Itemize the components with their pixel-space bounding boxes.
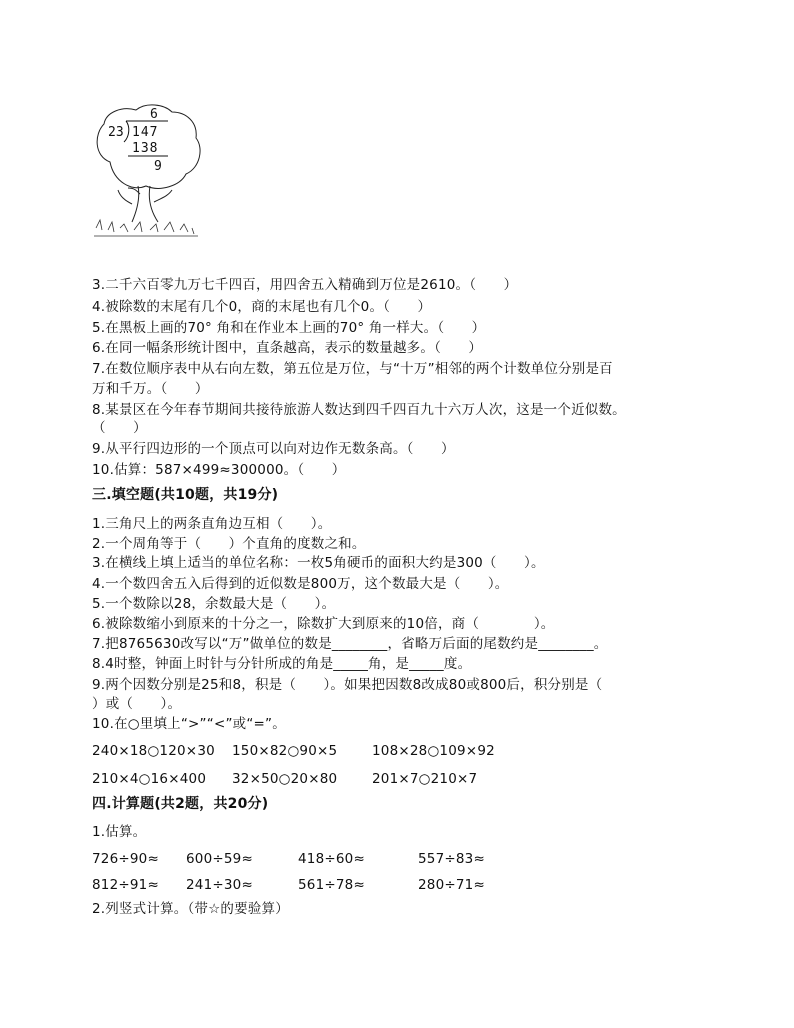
judge-item-8-line1: 8.某景区在今年春节期间共接待旅游人数达到四千四百九十六万人次，这是一个近似数。 — [92, 402, 626, 418]
calc-section-heading: 四.计算题(共2题，共20分) — [92, 796, 269, 812]
estimate-row-2 — [92, 876, 528, 894]
division-tree-figure — [88, 104, 206, 244]
estimate-expr: 726÷90≈ — [92, 851, 159, 867]
judge-item-9: 9.从平行四边形的一个顶点可以向对边作无数条高。（ ） — [92, 441, 455, 457]
fill-section-heading: 三.填空题(共10题，共19分) — [92, 487, 279, 503]
judge-item-4: 4.被除数的末尾有几个0，商的末尾也有几个0。（ ） — [92, 299, 432, 315]
quotient-text: 6 — [150, 107, 158, 122]
division-bracket — [124, 121, 129, 142]
fill-item-9-line1: 9.两个因数分别是25和8，积是（ ）。如果把因数8改成80或800后，积分别是（ — [92, 677, 603, 693]
estimate-expr: 561÷78≈ — [298, 877, 365, 893]
fill-item-2: 2.一个周角等于（ ）个直角的度数之和。 — [92, 536, 366, 552]
fill-item-7: 7.把8765630改写以“万”做单位的数是________，省略万后面的尾数约是________。 — [92, 636, 608, 652]
compare-expr: 32×50○20×80 — [232, 771, 338, 787]
estimate-expr: 280÷71≈ — [418, 877, 485, 893]
estimate-expr: 418÷60≈ — [298, 851, 365, 867]
remainder-text: 9 — [154, 159, 162, 174]
compare-row-2 — [92, 770, 512, 788]
fill-item-6: 6.被除数缩小到原来的十分之一，除数扩大到原来的10倍，商（ ）。 — [92, 616, 555, 632]
judge-item-6: 6.在同一幅条形统计图中，直条越高，表示的数量越多。（ ） — [92, 340, 483, 356]
fill-item-3: 3.在横线上填上适当的单位名称：一枚5角硬币的面积大约是300（ ）。 — [92, 555, 545, 571]
compare-expr: 150×82○90×5 — [232, 743, 338, 759]
fill-item-4: 4.一个数四舍五入后得到的近似数是800万，这个数最大是（ ）。 — [92, 576, 509, 592]
compare-expr: 210×4○16×400 — [92, 771, 207, 787]
calc-q2: 2.列竖式计算。（带☆的要验算） — [92, 901, 289, 917]
product-text: 138 — [132, 141, 159, 156]
fill-item-1: 1.三角尺上的两条直角边互相（ ）。 — [92, 516, 332, 532]
compare-row-1 — [92, 742, 512, 760]
fill-item-9-line2: ）或（ ）。 — [92, 696, 182, 712]
dividend-text: 147 — [132, 125, 159, 140]
compare-expr: 108×28○109×92 — [372, 743, 495, 759]
tree-trunk — [118, 186, 172, 222]
judge-item-10: 10.估算：587×499≈300000。（ ） — [92, 462, 346, 478]
fill-item-5: 5.一个数除以28，余数最大是（ ）。 — [92, 596, 336, 612]
judge-item-7-line1: 7.在数位顺序表中从右向左数，第五位是万位，与“十万”相邻的两个计数单位分别是百 — [92, 361, 613, 377]
estimate-row-1 — [92, 850, 528, 868]
judge-item-5: 5.在黑板上画的70° 角和在作业本上画的70° 角一样大。（ ） — [92, 320, 486, 336]
estimate-expr: 557÷83≈ — [418, 851, 485, 867]
compare-expr: 201×7○210×7 — [372, 771, 478, 787]
fill-item-10: 10.在○里填上“>”“<”或“=”。 — [92, 716, 286, 732]
grass-ground — [94, 220, 198, 236]
fill-item-8: 8.4时整，钟面上时针与分针所成的角是_____角，是_____度。 — [92, 656, 472, 672]
judge-item-3: 3.二千六百零九万七千四百，用四舍五入精确到万位是2610。（ ） — [92, 277, 518, 293]
estimate-expr: 241÷30≈ — [186, 877, 253, 893]
estimate-expr: 600÷59≈ — [186, 851, 253, 867]
calc-q1: 1.估算。 — [92, 824, 147, 840]
divisor-text: 23 — [108, 125, 124, 140]
estimate-expr: 812÷91≈ — [92, 877, 159, 893]
judge-item-7-line2: 万和千万。（ ） — [92, 381, 209, 397]
judge-item-8-line2: （ ） — [92, 420, 147, 436]
compare-expr: 240×18○120×30 — [92, 743, 215, 759]
